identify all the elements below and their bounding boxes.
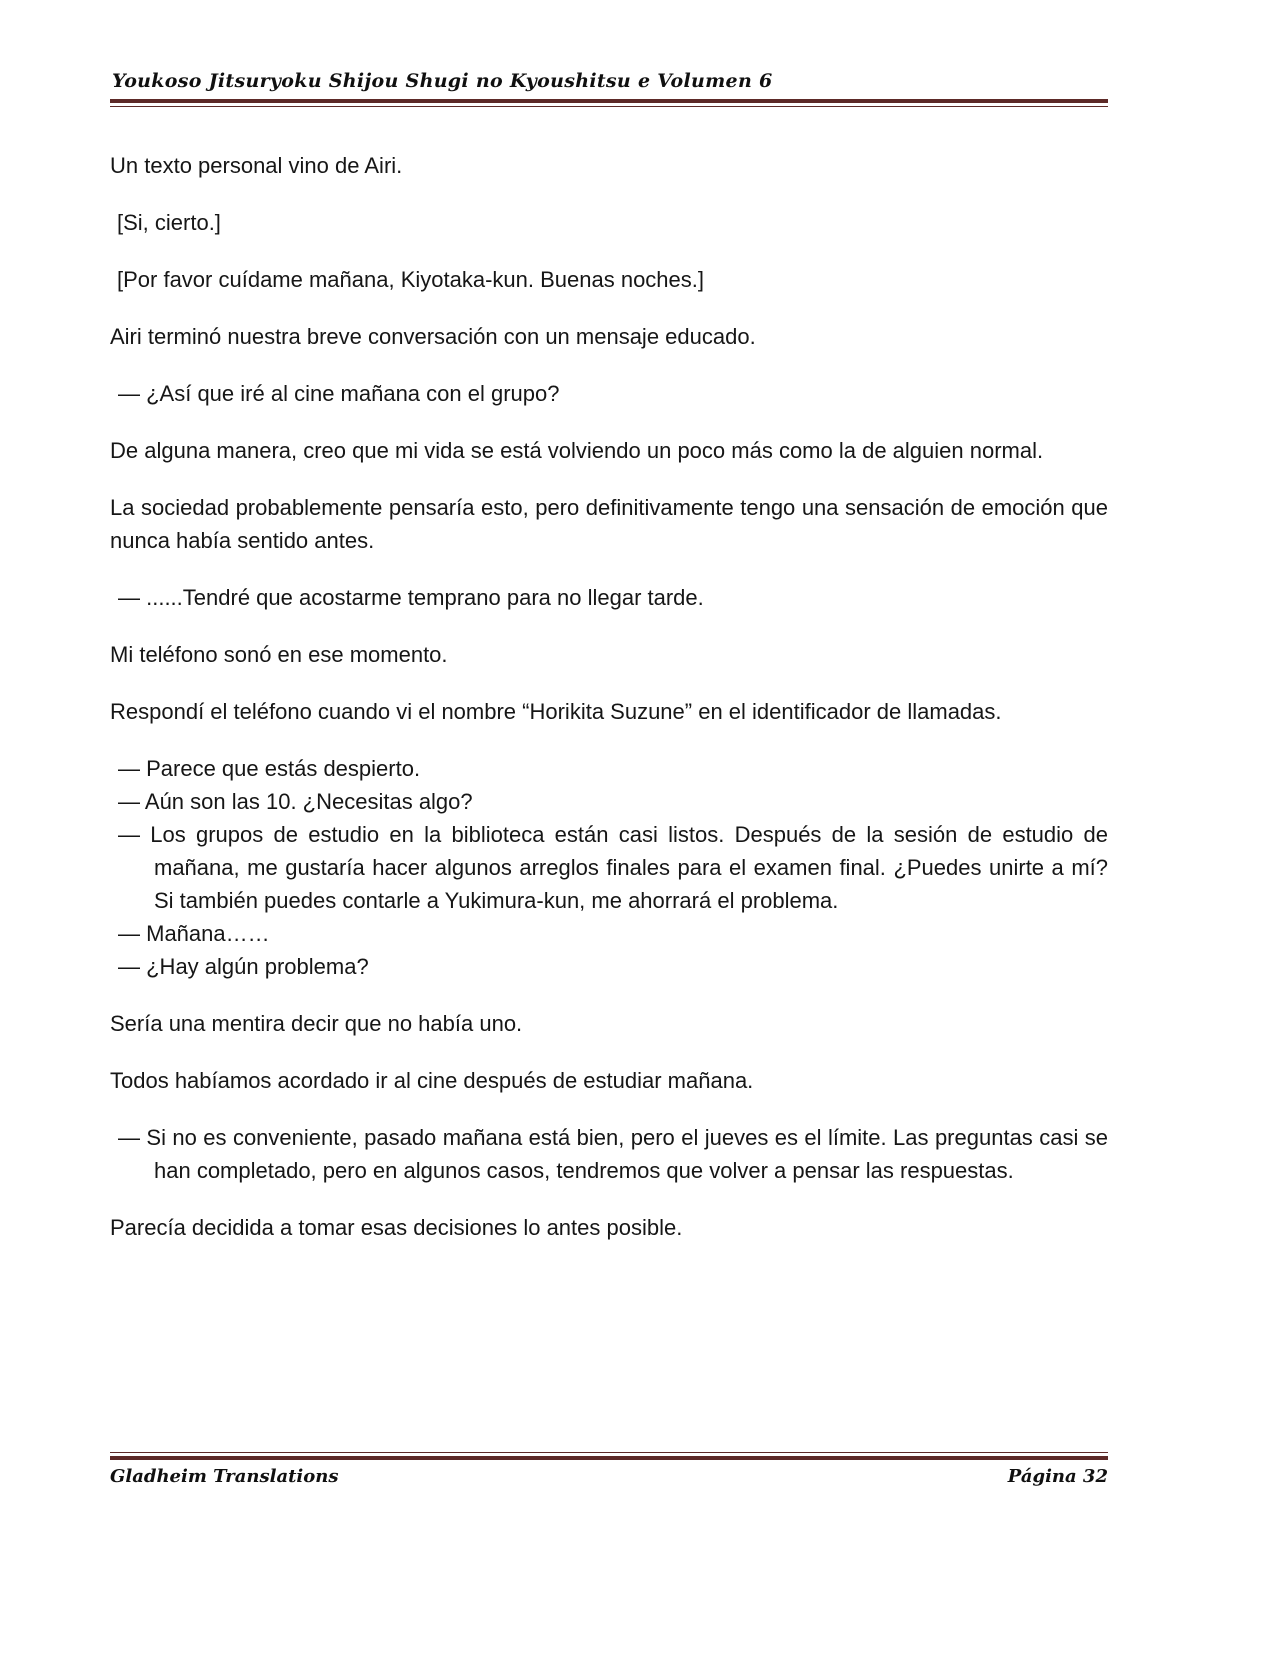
dialogue-paragraph: — Mañana…… [118,921,270,946]
page-footer [110,1452,1108,1487]
dialogue-paragraph: — Aún son las 10. ¿Necesitas algo? [118,789,473,814]
page-header [110,70,1108,107]
paragraph: Sería una mentira decir que no había uno. [110,1011,523,1036]
paragraph: [Por favor cuídame mañana, Kiyotaka-kun. Buenas noches.] [117,267,704,292]
paragraph: Parecía decidida a tomar esas decisiones lo antes posible. [110,1215,683,1240]
footer-row [110,1466,1108,1487]
footer-rule [110,1452,1108,1460]
dialogue-paragraph: — Si no es conveniente, pasado mañana está bien, pero el jueves es el límite. Las preguntas casi se han completado, pero en algunos casos, tendremos que volver a pensar las respuestas. [118,1125,1108,1183]
header-rule [110,99,1108,107]
paragraph: Airi terminó nuestra breve conversación con un mensaje educado. [110,324,756,349]
footer-translator: Gladheim Translations [110,1466,339,1487]
paragraph: La sociedad probablemente pensaría esto, pero definitivamente tengo una sensación de emoción que nunca había sentido antes. [110,495,1108,553]
dialogue-paragraph: — ......Tendré que acostarme temprano para no llegar tarde. [118,585,704,610]
paragraph: Respondí el teléfono cuando vi el nombre “Horikita Suzune” en el identificador de llamadas. [110,699,1002,724]
dialogue-paragraph: — ¿Así que iré al cine mañana con el grupo? [118,381,560,406]
paragraph: Un texto personal vino de Airi. [110,153,403,178]
footer-page-number: Página 32 [1007,1466,1108,1487]
dialogue-paragraph: — Los grupos de estudio en la biblioteca están casi listos. Después de la sesión de estudio de mañana, me gustaría hacer algunos arreglos finales para el examen final. ¿Puedes unirte a mí? Si también puedes contarle a Yukimura-kun, me ahorrará el problema. [118,822,1108,913]
paragraph: Todos habíamos acordado ir al cine después de estudiar mañana. [110,1068,754,1093]
document-body [110,149,1108,1244]
paragraph: De alguna manera, creo que mi vida se está volviendo un poco más como la de alguien normal. [110,438,1044,463]
dialogue-paragraph: — ¿Hay algún problema? [118,954,369,979]
paragraph: [Si, cierto.] [117,210,221,235]
document-title: Youkoso Jitsuryoku Shijou Shugi no Kyoushitsu e Volumen 6 [112,70,773,92]
paragraph: Mi teléfono sonó en ese momento. [110,642,448,667]
dialogue-paragraph: — Parece que estás despierto. [118,756,421,781]
